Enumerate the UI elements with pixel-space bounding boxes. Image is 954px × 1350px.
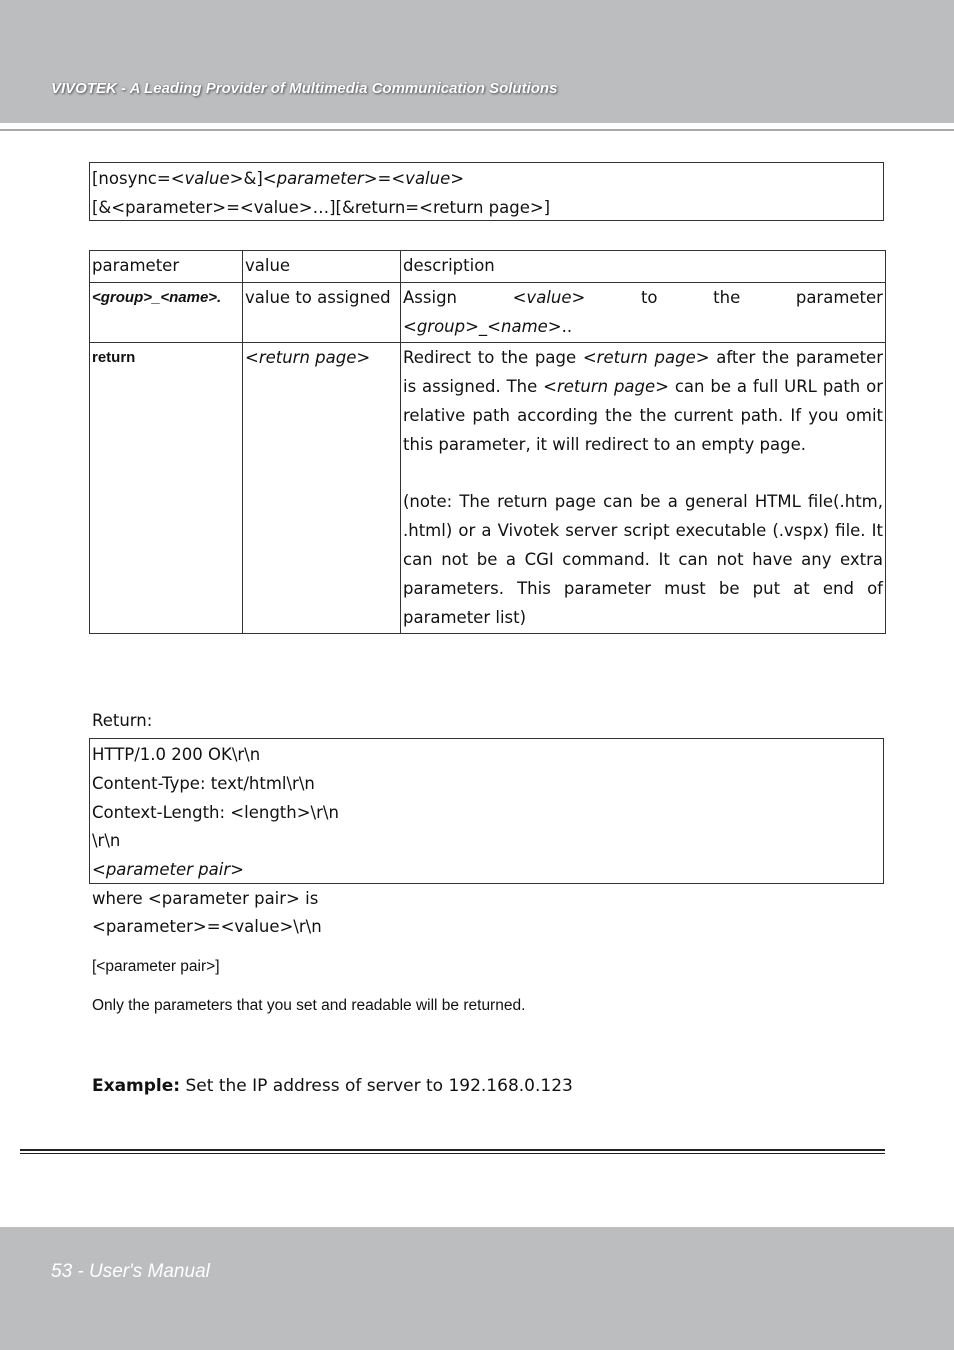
description-text: can be a full URL path or relative path according the the current path. If you omit this parameter, it will redirect to an empty page.: [403, 377, 883, 454]
description-line: [403, 313, 883, 342]
syntax-part: <parameter>: [262, 169, 378, 188]
param-pair-text: [<parameter pair>]: [92, 958, 220, 975]
table-row: [90, 343, 886, 634]
description-text: ..: [561, 316, 573, 336]
return-line: \r\n: [92, 831, 121, 851]
footer-page-label: 53 - User's Manual: [51, 1261, 210, 1282]
return-note: Only the parameters that you set and readable will be returned.: [92, 997, 526, 1014]
return-line: <parameter pair>: [92, 860, 244, 880]
table-header: description: [401, 251, 886, 283]
syntax-part: <value>: [170, 169, 244, 188]
return-line: Content-Type: text/html\r\n: [92, 773, 315, 793]
return-line: HTTP/1.0 200 OK\r\n: [92, 745, 261, 764]
description-text: Redirect to the page: [403, 348, 583, 368]
return-line: Context-Length: <length>\r\n: [92, 802, 339, 822]
footer-rule: [20, 1153, 885, 1154]
param-value: <return page>: [243, 343, 401, 634]
return-box: [89, 738, 884, 884]
footer-rule: [20, 1149, 885, 1151]
where-line: <parameter>=<value>\r\n: [92, 917, 322, 936]
description-line: [403, 284, 883, 313]
example-text: Set the IP address of server to 192.168.0.123: [180, 1076, 573, 1096]
header-title: VIVOTEK - A Leading Provider of Multimedia Communication Solutions: [51, 80, 558, 97]
example-line: [92, 1076, 573, 1096]
header-divider: [0, 129, 954, 131]
page-footer: [0, 1227, 954, 1350]
syntax-part: &]: [243, 169, 263, 188]
description-text: <return page>: [582, 348, 710, 368]
syntax-part: [nosync=: [92, 169, 171, 188]
param-name-text: <group>_<name>.: [92, 288, 222, 306]
paragraph-gap: [403, 460, 883, 489]
description-word: Assign: [403, 287, 457, 307]
description-word: to: [640, 287, 658, 307]
description-note: (note: The return page can be a general HTML file(.htm, .html) or a Vivotek server script executable (.vspx) file. It can not be a CGI command. It can not have any extra parameters. This parameter must be put at end of parameter list): [403, 492, 883, 627]
param-description: [401, 343, 886, 634]
param-value: value to assigned: [243, 282, 401, 343]
param-description: [401, 282, 886, 343]
table-row: [90, 282, 886, 343]
syntax-part: <value>: [391, 169, 465, 188]
description-text: <return page>: [543, 377, 669, 397]
where-line: where <parameter pair> is: [92, 889, 319, 908]
syntax-line-2: [&<parameter>=<value>…][&return=<return page>]: [92, 197, 551, 217]
example-label: Example:: [92, 1076, 181, 1096]
page-header: [0, 0, 954, 123]
syntax-box: [89, 162, 884, 221]
return-label: Return:: [92, 711, 153, 730]
syntax-part: =: [377, 169, 392, 188]
table-header: value: [243, 251, 401, 283]
description-word: parameter: [795, 287, 883, 307]
param-name: return: [90, 343, 243, 634]
syntax-line-1: [92, 165, 883, 194]
description-text: after the parameter is assigned. The: [403, 348, 883, 397]
description-word: <value>: [512, 287, 586, 307]
description-text: <group>_<name>: [403, 316, 562, 336]
param-name: [90, 282, 243, 343]
parameter-table: [89, 250, 886, 634]
table-header: parameter: [90, 251, 243, 283]
description-word: the: [713, 287, 741, 307]
description-paragraph: [403, 344, 883, 459]
table-header-row: [90, 251, 886, 283]
